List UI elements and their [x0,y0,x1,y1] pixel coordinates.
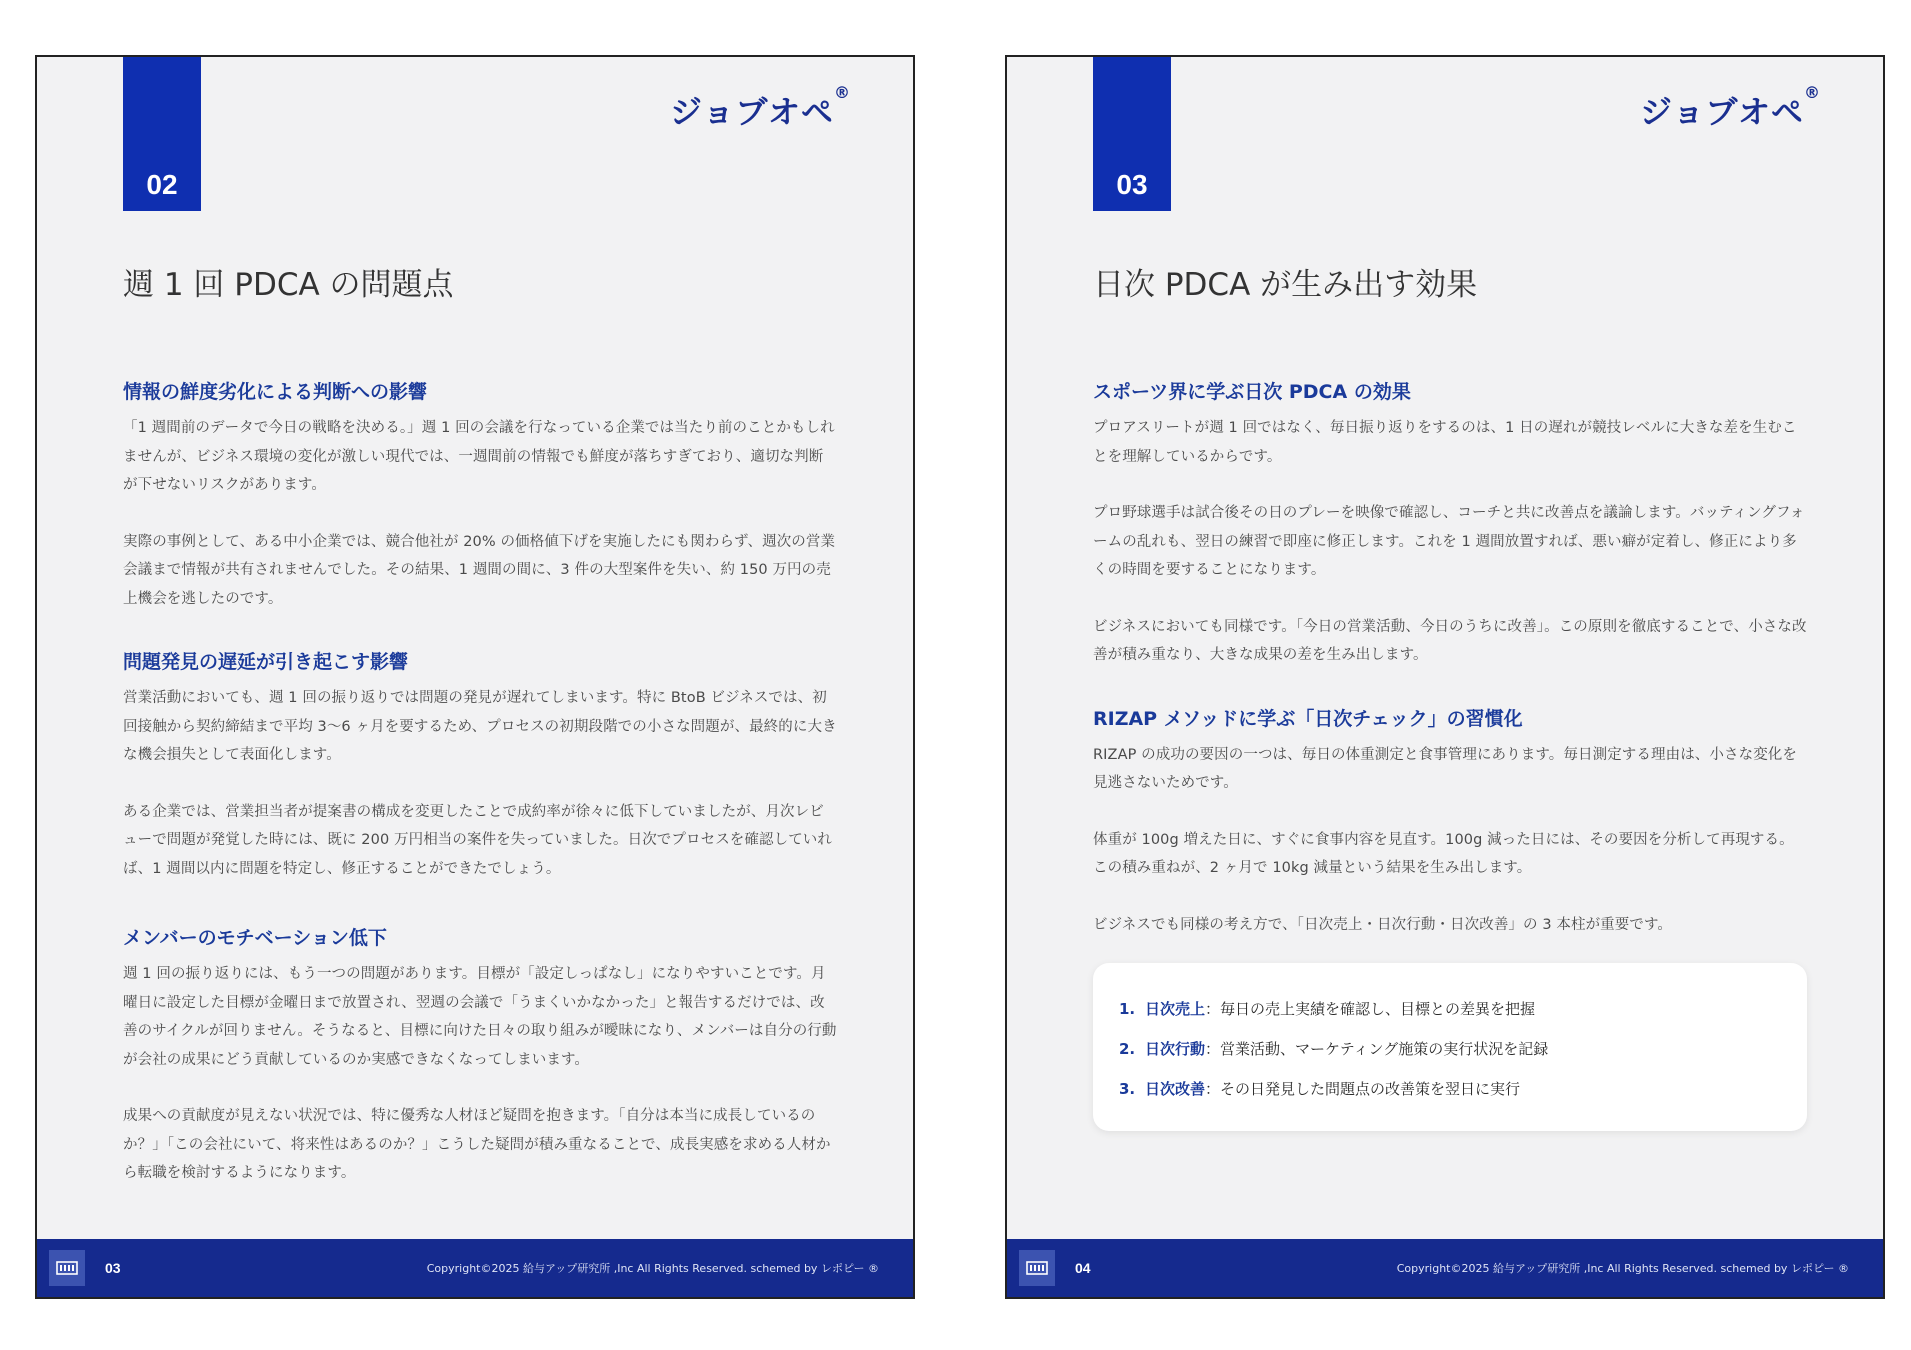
section-number-tab [1093,57,1171,211]
section-number: 03 [1116,169,1148,200]
paragraph: ある企業では、営業担当者が提案書の構成を変更したことで成約率が徐々に低下していましたが、月次レビューで問題が発覚した時には、既に 200 万円相当の案件を失っていました。日次でプロセスを確認していれば、1 週間以内に問題を特定し、修正することができたでしょう。 [123,803,832,877]
list-item-text: ：営業活動、マーケティング施策の実行状況を記録 [1205,1040,1549,1058]
paragraph: プロアスリートが週 1 回ではなく、毎日振り返りをするのは、1 日の遅れが競技レベルに大きな差を生むことを理解しているからです。 [1093,420,1797,465]
list-item: 3. 日次改善：その日発見した問題点の改善策を翌日に実行 [1119,1080,1521,1098]
list-item-key: 日次売上 [1145,1000,1206,1018]
brand-logo [1639,83,1821,133]
summary-card [1093,963,1807,1131]
paragraph: ビジネスでも同様の考え方で、「日次売上・日次行動・日次改善」の 3 本柱が重要です。 [1093,916,1673,933]
registered-mark: ® [1804,83,1821,102]
list-item: 2. 日次行動：営業活動、マーケティング施策の実行状況を記録 [1119,1040,1549,1058]
section-number-tab [123,57,201,211]
page-footer [37,1239,913,1297]
brand-name: ジョブオペ [1639,93,1804,131]
page-number: 03 [105,1260,121,1276]
page-content [1093,377,1807,1131]
paragraph: 営業活動においても、週 1 回の振り返りでは問題の発見が遅れてしまいます。特に BtoB ビジネスでは、初回接触から契約締結まで平均 3〜6 ヶ月を要するため、プロセスの初期段階での小さな問題が、最終的に大きな機会損失として表面化します。 [123,690,837,763]
brand-logo [669,83,851,133]
paragraph: 週 1 回の振り返りには、もう一つの問題があります。目標が「設定しっぱなし」になりやすいことです。月曜日に設定した目標が金曜日まで放置され、翌週の会議で「うまくいかなかった」と報告するだけでは、改善のサイクルが回りません。そうなると、目標に向けた日々の取り組みが曖昧になり、メンバーは自分の行動が会社の成果にどう貢献しているのか実感できなくなってしまいます。 [123,966,837,1068]
document-page-right [1005,55,1885,1299]
page-title: 週 1 回 PDCA の問題点 [123,267,454,303]
section-number: 02 [146,169,178,200]
paragraph: 成果への貢献度が見えない状況では、特に優秀な人材ほど疑問を抱きます。「自分は本当に成長しているのか？」「この会社にいて、将来性はあるのか？」こうした疑問が積み重なることで、成長実感を求める人材から転職を検討するようになります。 [123,1108,831,1181]
page-content [123,377,837,1188]
page-number: 04 [1075,1260,1091,1276]
copyright-text: Copyright©2025 給与アップ研究所 ,Inc All Rights Reserved. schemed by レポピー ® [1396,1262,1849,1275]
section-heading: メンバーのモチベーション低下 [123,927,387,949]
brand-name: ジョブオペ [669,93,834,131]
building-icon [1019,1250,1055,1286]
list-item-text: ：その日発見した問題点の改善策を翌日に実行 [1205,1080,1521,1098]
copyright-text: Copyright©2025 給与アップ研究所 ,Inc All Rights Reserved. schemed by レポピー ® [426,1262,879,1275]
paragraph: ビジネスにおいても同様です。「今日の営業活動、今日のうちに改善」。この原則を徹底することで、小さな改善が積み重なり、大きな成果の差を生み出します。 [1093,618,1807,663]
document-page-left [35,55,915,1299]
building-icon [49,1250,85,1286]
paragraph: プロ野球選手は試合後その日のプレーを映像で確認し、コーチと共に改善点を議論します。バッティングフォームの乱れも、翌日の練習で即座に修正します。これを 1 週間放置すれば、悪い癖が定着し、修正により多くの時間を要することになります。 [1093,505,1805,578]
list-item-key: 日次改善 [1145,1080,1206,1098]
list-item-text: ：毎日の売上実績を確認し、目標との差異を把握 [1205,1000,1536,1018]
paragraph: RIZAP の成功の要因の一つは、毎日の体重測定と食事管理にあります。毎日測定する理由は、小さな変化を見逃さないためです。 [1093,746,1797,791]
registered-mark: ® [834,83,851,102]
paragraph: 実際の事例として、ある中小企業では、競合他社が 20% の価格値下げを実施したにも関わらず、週次の営業会議まで情報が共有されませんでした。その結果、1 週間の間に、3 件の大型案件を失い、約 150 万円の売上機会を逃したのです。 [123,533,836,607]
page-footer [1007,1239,1883,1297]
list-item-key: 日次行動 [1145,1040,1206,1058]
page-title: 日次 PDCA が生み出す効果 [1093,267,1478,303]
list-item: 1. 日次売上：毎日の売上実績を確認し、目標との差異を把握 [1119,1000,1536,1018]
section-heading: 情報の鮮度劣化による判断への影響 [123,381,428,403]
section-heading: スポーツ界に学ぶ日次 PDCA の効果 [1093,381,1411,403]
section-heading: 問題発見の遅延が引き起こす影響 [123,651,409,673]
paragraph: 体重が 100g 増えた日に、すぐに食事内容を見直す。100g 減った日には、その要因を分析して再現する。この積み重ねが、2 ヶ月で 10kg 減量という結果を生み出します。 [1093,831,1794,876]
paragraph: 「1 週間前のデータで今日の戦略を決める。」週 1 回の会議を行なっている企業では当たり前のことかもしれませんが、ビジネス環境の変化が激しい現代では、一週間前の情報でも鮮度が落ちすぎており、適切な判断が下せないリスクがあります。 [123,420,835,493]
section-heading: RIZAP メソッドに学ぶ「日次チェック」の習慣化 [1093,707,1523,730]
